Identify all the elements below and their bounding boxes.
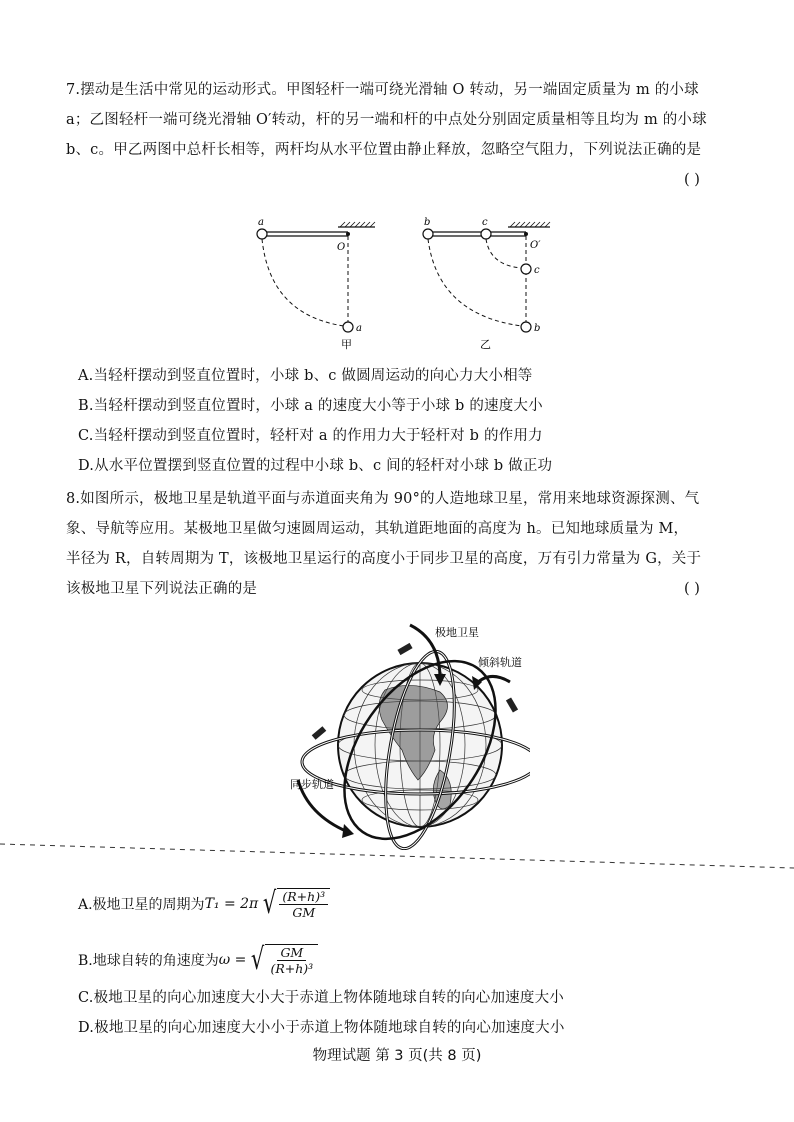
q7-answer-paren: ( ) [684,172,700,188]
pivot-o [346,232,350,236]
label-o-prime: O′ [530,240,541,251]
page-footer: 物理试题 第 3 页(共 8 页) [312,1048,482,1064]
caption-yi: 乙 [480,338,491,350]
q8-option-d: D.极地卫星的向心加速度大小小于赤道上物体随地球自转的向心加速度大小 [78,1020,565,1036]
q8-option-a [78,888,330,920]
q8-stem-line-2: 象、导航等应用。某极地卫星做匀速圆周运动，其轨道距地面的高度为 h。已知地球质量为 M， [66,521,689,537]
label-b-bottom: b [534,323,541,334]
q8-option-c: C.极地卫星的向心加速度大小大于赤道上物体随地球自转的向心加速度大小 [78,990,564,1006]
sqrt-sign-icon: √ [263,886,277,921]
q7-stem-line-3: b、c。甲乙两图中总杆长相等，两杆均从水平位置由静止释放，忽略空气阻力，下列说法正确的是 [66,142,702,158]
label-inclined-orbit: 倾斜轨道 [478,656,522,669]
q7-option-c: C.当轻杆摆动到竖直位置时，轻杆对 a 的作用力大于轻杆对 b 的作用力 [78,428,543,444]
q8-stem-line-1: 8.如图所示，极地卫星是轨道平面与赤道面夹角为 90°的人造地球卫星，常用来地球资源探测、气 [66,491,700,507]
q7-option-d: D.从水平位置摆到竖直位置的过程中小球 b、c 间的轻杆对小球 b 做正功 [78,458,553,474]
label-polar-satellite: 极地卫星 [435,626,479,639]
ball-a-vertical [343,322,353,332]
q7-option-b: B.当轻杆摆动到竖直位置时，小球 a 的速度大小等于小球 b 的速度大小 [78,398,543,414]
q8-option-a-lhs: T₁ = 2π [204,896,259,912]
label-c-right: c [534,265,540,276]
q8-option-a-prefix: A.极地卫星的周期为 [78,897,205,913]
q8-earth-figure [290,610,530,850]
sqrt-sign-icon: √ [251,942,265,977]
q7-option-a: A.当轻杆摆动到竖直位置时，小球 b、c 做圆周运动的向心力大小相等 [78,368,533,384]
label-a-bottom: a [356,323,362,334]
caption-jia: 甲 [341,338,352,350]
q8-option-b-numerator: GM [277,945,306,961]
q8-option-b-lhs: ω = [218,952,247,968]
q8-option-b-prefix: B.地球自转的角速度为 [78,953,219,969]
label-sync-orbit: 同步轨道 [290,778,334,791]
fold-dashed-line [0,838,794,878]
q8-stem-line-4: 该极地卫星下列说法正确的是 [66,581,258,597]
q8-option-a-denominator: GM [292,905,316,920]
q8-stem-line-3: 半径为 R，自转周期为 T，该极地卫星运行的高度小于同步卫星的高度，万有引力常量为 G，关于 [66,551,702,567]
ball-c-horizontal [481,229,491,239]
label-o: O [337,242,346,253]
q7-stem-line-1: 7.摆动是生活中常见的运动形式。甲图轻杆一端可绕光滑轴 O 转动，另一端固定质量为 m 的小球 [66,82,699,98]
q8-answer-paren: ( ) [684,581,700,597]
ball-c-vertical [521,264,531,274]
label-b-top: b [424,217,431,228]
q8-option-b [78,944,318,976]
ball-b-vertical [521,322,531,332]
ball-a-horizontal [257,229,267,239]
ball-b-horizontal [423,229,433,239]
q7-figure-jia [240,205,390,350]
label-a-top: a [258,217,264,228]
q8-option-a-numerator: (R+h)³ [279,889,328,905]
q7-stem-line-2: a；乙图轻杆一端可绕光滑轴 O′转动，杆的另一端和杆的中点处分别固定质量相等且均为 m 的小球 [66,112,707,128]
label-c-top: c [482,217,488,228]
q7-figure-yi [410,205,570,350]
q8-option-b-denominator: (R+h)³ [270,961,314,976]
pivot-o-prime [524,232,528,236]
